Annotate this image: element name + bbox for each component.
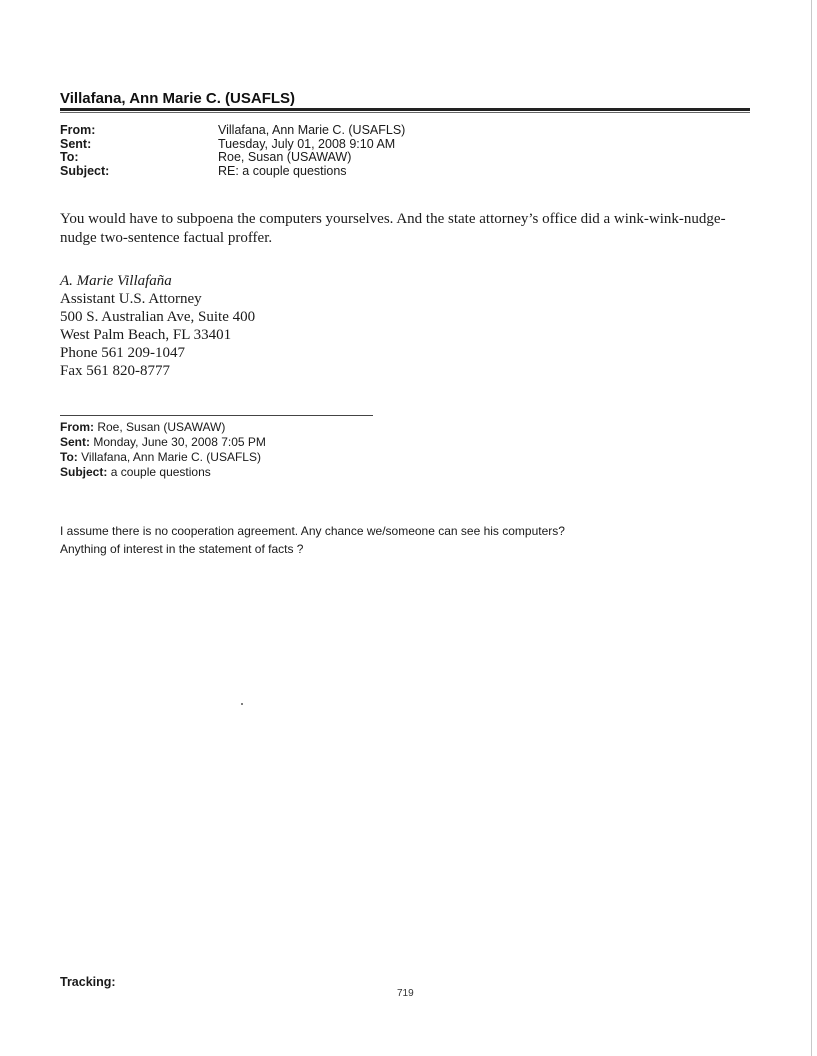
signature-block (60, 272, 255, 380)
quoted-to-value: Villafana, Ann Marie C. (USAFLS) (81, 450, 261, 464)
page-edge (811, 0, 812, 1056)
quoted-header (60, 420, 266, 480)
quoted-sent-value: Monday, June 30, 2008 7:05 PM (93, 435, 266, 449)
quoted-from-value: Roe, Susan (USAWAW) (97, 420, 226, 434)
email-body: You would have to subpoena the computers yourselves. And the state attorney’s office did a wink-wink-nudge-nudge two-sentence factual proffer. (60, 211, 726, 246)
signature-phone: Phone 561 209-1047 (60, 345, 185, 361)
document-title: Villafana, Ann Marie C. (USAFLS) (60, 90, 296, 107)
tracking-label: Tracking: (60, 975, 116, 989)
signature-name: A. Marie Villafaña (60, 273, 172, 289)
quoted-subject-label: Subject: (60, 465, 108, 479)
signature-title: Assistant U.S. Attorney (60, 291, 202, 307)
from-label: From: (60, 123, 96, 137)
quoted-to-label: To: (60, 450, 78, 464)
quoted-body-line1: I assume there is no cooperation agreement. Any chance we/someone can see his computers? (60, 524, 565, 538)
quoted-sent-line (60, 435, 266, 450)
from-value: Villafana, Ann Marie C. (USAFLS) (218, 123, 406, 137)
quoted-to-line (60, 450, 266, 465)
quoted-subject-line (60, 465, 266, 480)
quoted-divider (60, 415, 373, 416)
email-header-labels (60, 124, 109, 178)
signature-fax: Fax 561 820-8777 (60, 363, 170, 379)
to-label: To: (60, 150, 79, 164)
quoted-subject-value: a couple questions (110, 465, 211, 479)
subject-value: RE: a couple questions (218, 163, 347, 178)
email-header-values (218, 124, 405, 178)
to-value: Roe, Susan (USAWAW) (218, 150, 352, 164)
sent-label: Sent: (60, 136, 92, 151)
signature-address-line1: 500 S. Australian Ave, Suite 400 (60, 309, 256, 325)
quoted-body-line2: Anything of interest in the statement of facts ? (60, 542, 304, 556)
quoted-sent-label: Sent: (60, 435, 90, 449)
quoted-body (60, 522, 565, 558)
header-divider-thin (60, 112, 750, 113)
page-number: 719 (397, 988, 414, 999)
signature-address-line2: West Palm Beach, FL 33401 (60, 327, 232, 343)
sent-value: Tuesday, July 01, 2008 9:10 AM (218, 136, 396, 151)
stray-mark (241, 703, 243, 705)
subject-label: Subject: (60, 163, 110, 178)
header-divider (60, 108, 750, 111)
quoted-from-label: From: (60, 420, 94, 434)
quoted-from-line (60, 420, 266, 435)
